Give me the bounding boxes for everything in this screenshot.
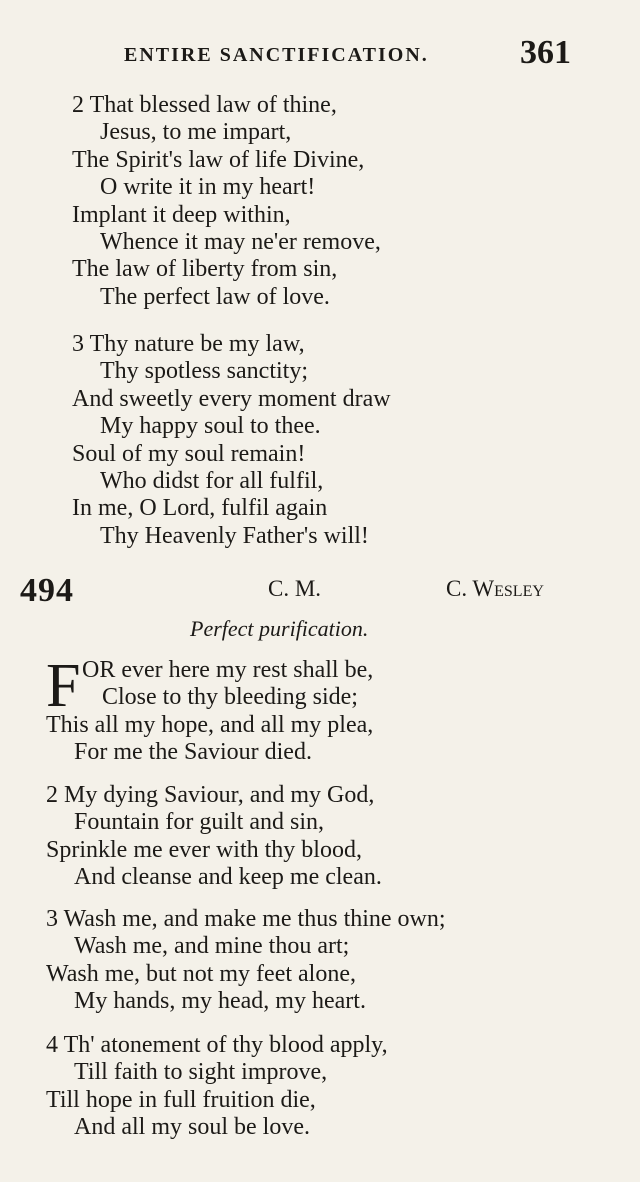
hymn-number: 494 [20,572,74,609]
verse-line: For me the Saviour died. [74,739,312,766]
verse-line: Close to thy bleeding side; [102,684,358,711]
hymn-stanza-3 [46,906,446,1016]
verse-line: The Spirit's law of life Divine, [72,146,365,173]
hymn-author: C. Wesley [446,576,544,601]
hymn-stanza-2 [46,782,382,892]
verse-line: Till hope in full fruition die, [46,1086,316,1113]
hymn-stanza-4 [46,1032,388,1142]
hymn-stanza-1 [46,652,374,767]
verse-line: Whence it may ne'er remove, [100,229,381,256]
drop-cap: F [46,652,81,720]
hymn-meter: C. M. [268,576,322,601]
verse-line: 2 My dying Saviour, and my God, [46,782,375,808]
page-number: 361 [520,34,571,71]
verse-line: OR ever here my rest shall be, [82,657,374,683]
verse-line: The perfect law of love. [100,283,330,310]
verse-line: Soul of my soul remain! [72,440,306,467]
verse-line: And cleanse and keep me clean. [74,864,382,891]
verse-line: My happy soul to thee. [100,413,321,440]
running-header-title: ENTIRE SANCTIFICATION. [124,44,429,66]
hymn-subtitle: Perfect purification. [190,616,369,641]
verse-line: 3 Thy nature be my law, [72,331,305,357]
verse-line: The law of liberty from sin, [72,256,338,283]
verse-line: Wash me, and mine thou art; [74,933,350,960]
verse-line: In me, O Lord, fulfil again [72,495,328,522]
verse-line: Till faith to sight improve, [74,1059,328,1086]
verse-line: 4 Th' atonement of thy blood apply, [46,1032,388,1058]
verse-line: And all my soul be love. [74,1114,310,1141]
verse-line: Thy Heavenly Father's will! [100,522,369,549]
verse-line: Fountain for guilt and sin, [74,809,324,836]
verse-line: Wash me, but not my feet alone, [46,960,356,987]
verse-line: O write it in my heart! [100,174,316,201]
verse-line: Sprinkle me ever with thy blood, [46,836,362,863]
hymn-header [0,572,640,612]
verse-line: And sweetly every moment draw [72,385,391,412]
verse-line: 2 That blessed law of thine, [72,92,337,118]
verse-line: Implant it deep within, [72,201,291,228]
verse-line: This all my hope, and all my plea, [46,711,374,738]
verse-line: My hands, my head, my heart. [74,988,366,1015]
verse-line: Thy spotless sanctity; [100,358,308,385]
verse-line: Who didst for all fulfil, [100,468,324,495]
verse-line: 3 Wash me, and make me thus thine own; [46,906,446,932]
prev-hymn-stanza-3 [72,331,391,550]
verse-line: Jesus, to me impart, [100,119,292,146]
prev-hymn-stanza-2 [72,92,381,311]
